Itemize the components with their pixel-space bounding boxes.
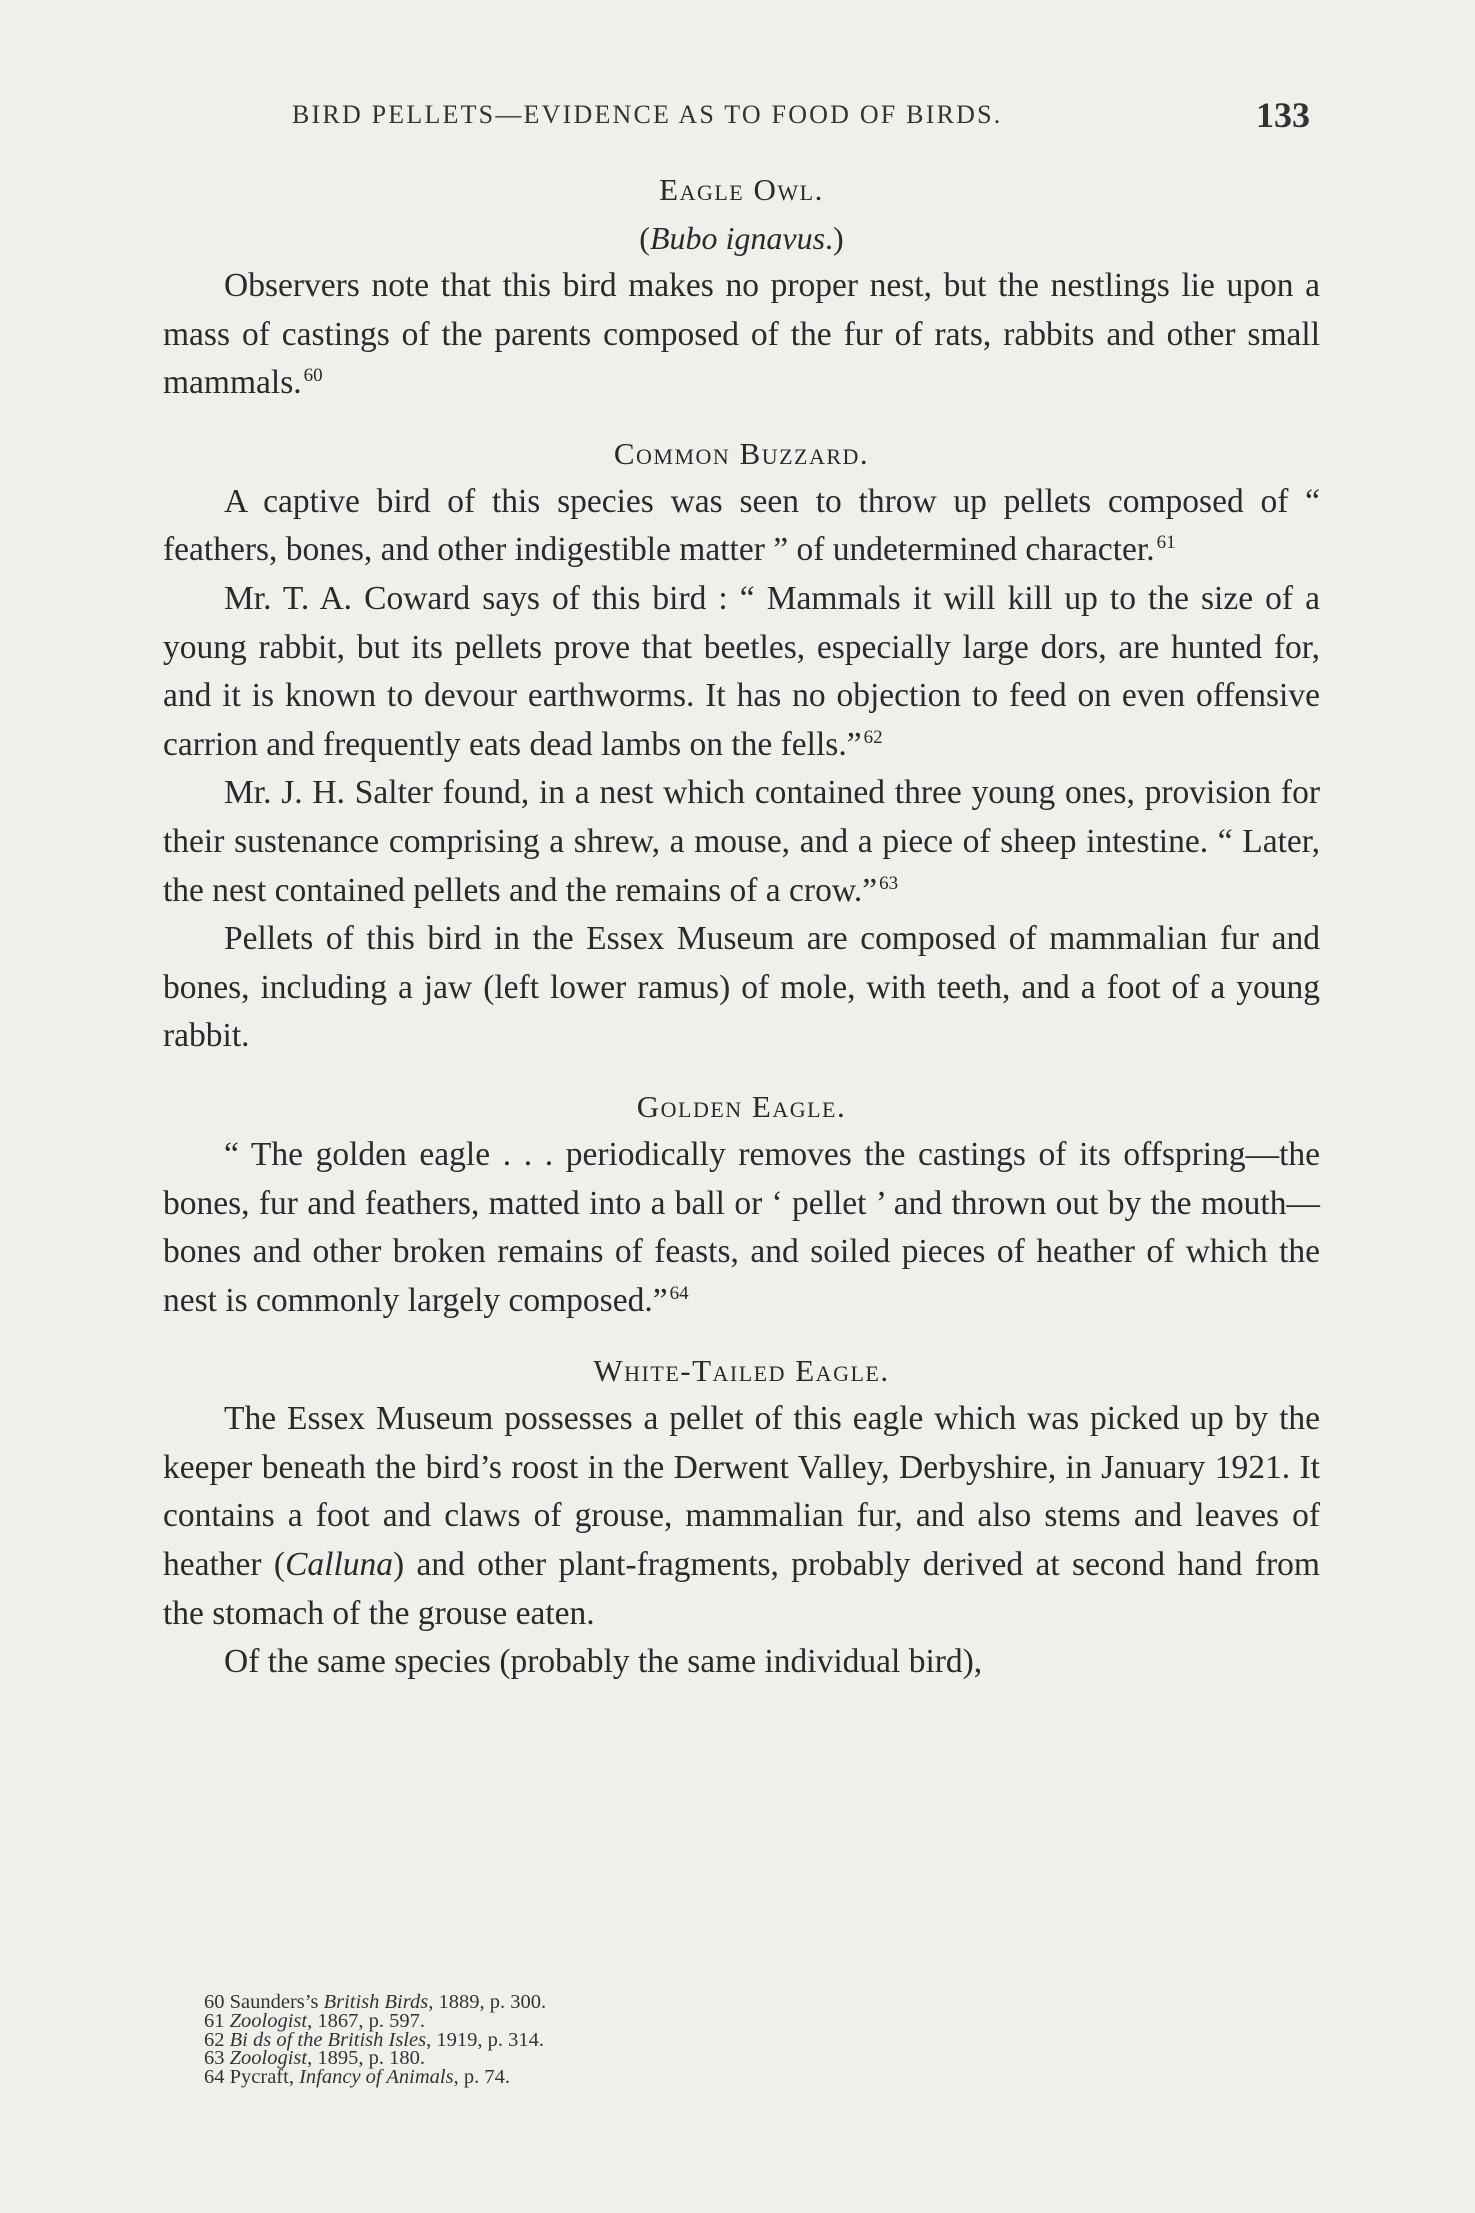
footnote: 60 Saunders’s British Birds, 1889, p. 300. (204, 1991, 547, 2013)
genus-italic: Calluna (285, 1546, 394, 1584)
latin-name-italic: Bubo ignavus (649, 220, 826, 256)
footnote-ref: 62 (863, 726, 883, 748)
paragraph: Pellets of this bird in the Essex Museum are composed of mammalian fur and bones, including a jaw (left lower ramus) of mole, with teeth, and a foot of a young rabbit. (163, 920, 1320, 1055)
footnote-ref: 60 (303, 365, 323, 387)
page-number: 133 (1256, 95, 1310, 135)
section-heading-common-buzzard: Common Buzzard. (613, 435, 870, 471)
footnote: 63 Zoologist, 1895, p. 180. (204, 2047, 425, 2070)
paragraph: Mr. T. A. Coward says of this bird : “ Mammals it will kill up to the size of a young rabbit, but its pellets prove that beetles, especially large dors, are hunted for, and it is known to devour earthworms. It has no objection to feed on even offensive carrion and frequently eats dead lambs on the fells.” $^{62}$ (163, 579, 1320, 763)
paragraph: Observers note that this bird makes no proper nest, but the nestlings lie upon a mass of castings of the parents composed of the fur of rats, rabbits and other small mammals. $^{60}$ (163, 267, 1320, 402)
footnotes (204, 1993, 546, 2087)
footnote: 61 Zoologist, 1867, p. 597. (204, 2009, 425, 2032)
latin-name: (Bubo ignavus.) (639, 220, 844, 256)
page-body (163, 166, 1320, 1687)
footnote-ref: 64 (669, 1282, 689, 1304)
running-title: BIRD PELLETS—EVIDENCE AS TO FOOD OF BIRDS. (292, 100, 1003, 129)
paragraph: Of the same species (probably the same individual bird), (224, 1643, 983, 1681)
paragraph: The Essex Museum possesses a pellet of this eagle which was picked up by the keeper beneath the bird’s roost in the Derwent Valley, Derbyshire, in January 1921. It contains a foot and claws of grouse, mammalian fur, and also stems and leaves of heather (Calluna) and other plant-fragments, probably derived at second hand from the stomach of the grouse eaten. (163, 1400, 1320, 1632)
footnote-ref: 63 (879, 872, 899, 894)
section-heading-white-tailed-eagle: White-Tailed Eagle. (593, 1353, 890, 1389)
footnote-ref: 61 (1156, 532, 1176, 554)
section-heading-golden-eagle: Golden Eagle. (636, 1088, 847, 1124)
paragraph: “ The golden eagle . . . periodically removes the castings of its offspring—the bones, fur and feathers, matted into a ball or ‘ pellet ’ and thrown out by the mouth—bones and other broken remains of feasts, and soiled pieces of heather of which the nest is commonly largely composed.” $^{64}$ (163, 1135, 1320, 1319)
paragraph: Mr. J. H. Salter found, in a nest which contained three young ones, provision for their sustenance comprising a shrew, a mouse, and a piece of sheep intestine. “ Later, the nest contained pellets and the remains of a crow.” $^{63}$ (163, 774, 1320, 909)
footnote: 62 Bi ds of the British Isles, 1919, p. 314. (204, 2028, 544, 2051)
section-heading-eagle-owl: Eagle Owl. (659, 172, 824, 207)
paragraph: A captive bird of this species was seen to throw up pellets composed of “ feathers, bones, and other indigestible matter ” of undetermined character. $^{61}$ (163, 482, 1320, 569)
footnote: 64 Pycraft, Infancy of Animals, p. 74. (204, 2066, 510, 2089)
